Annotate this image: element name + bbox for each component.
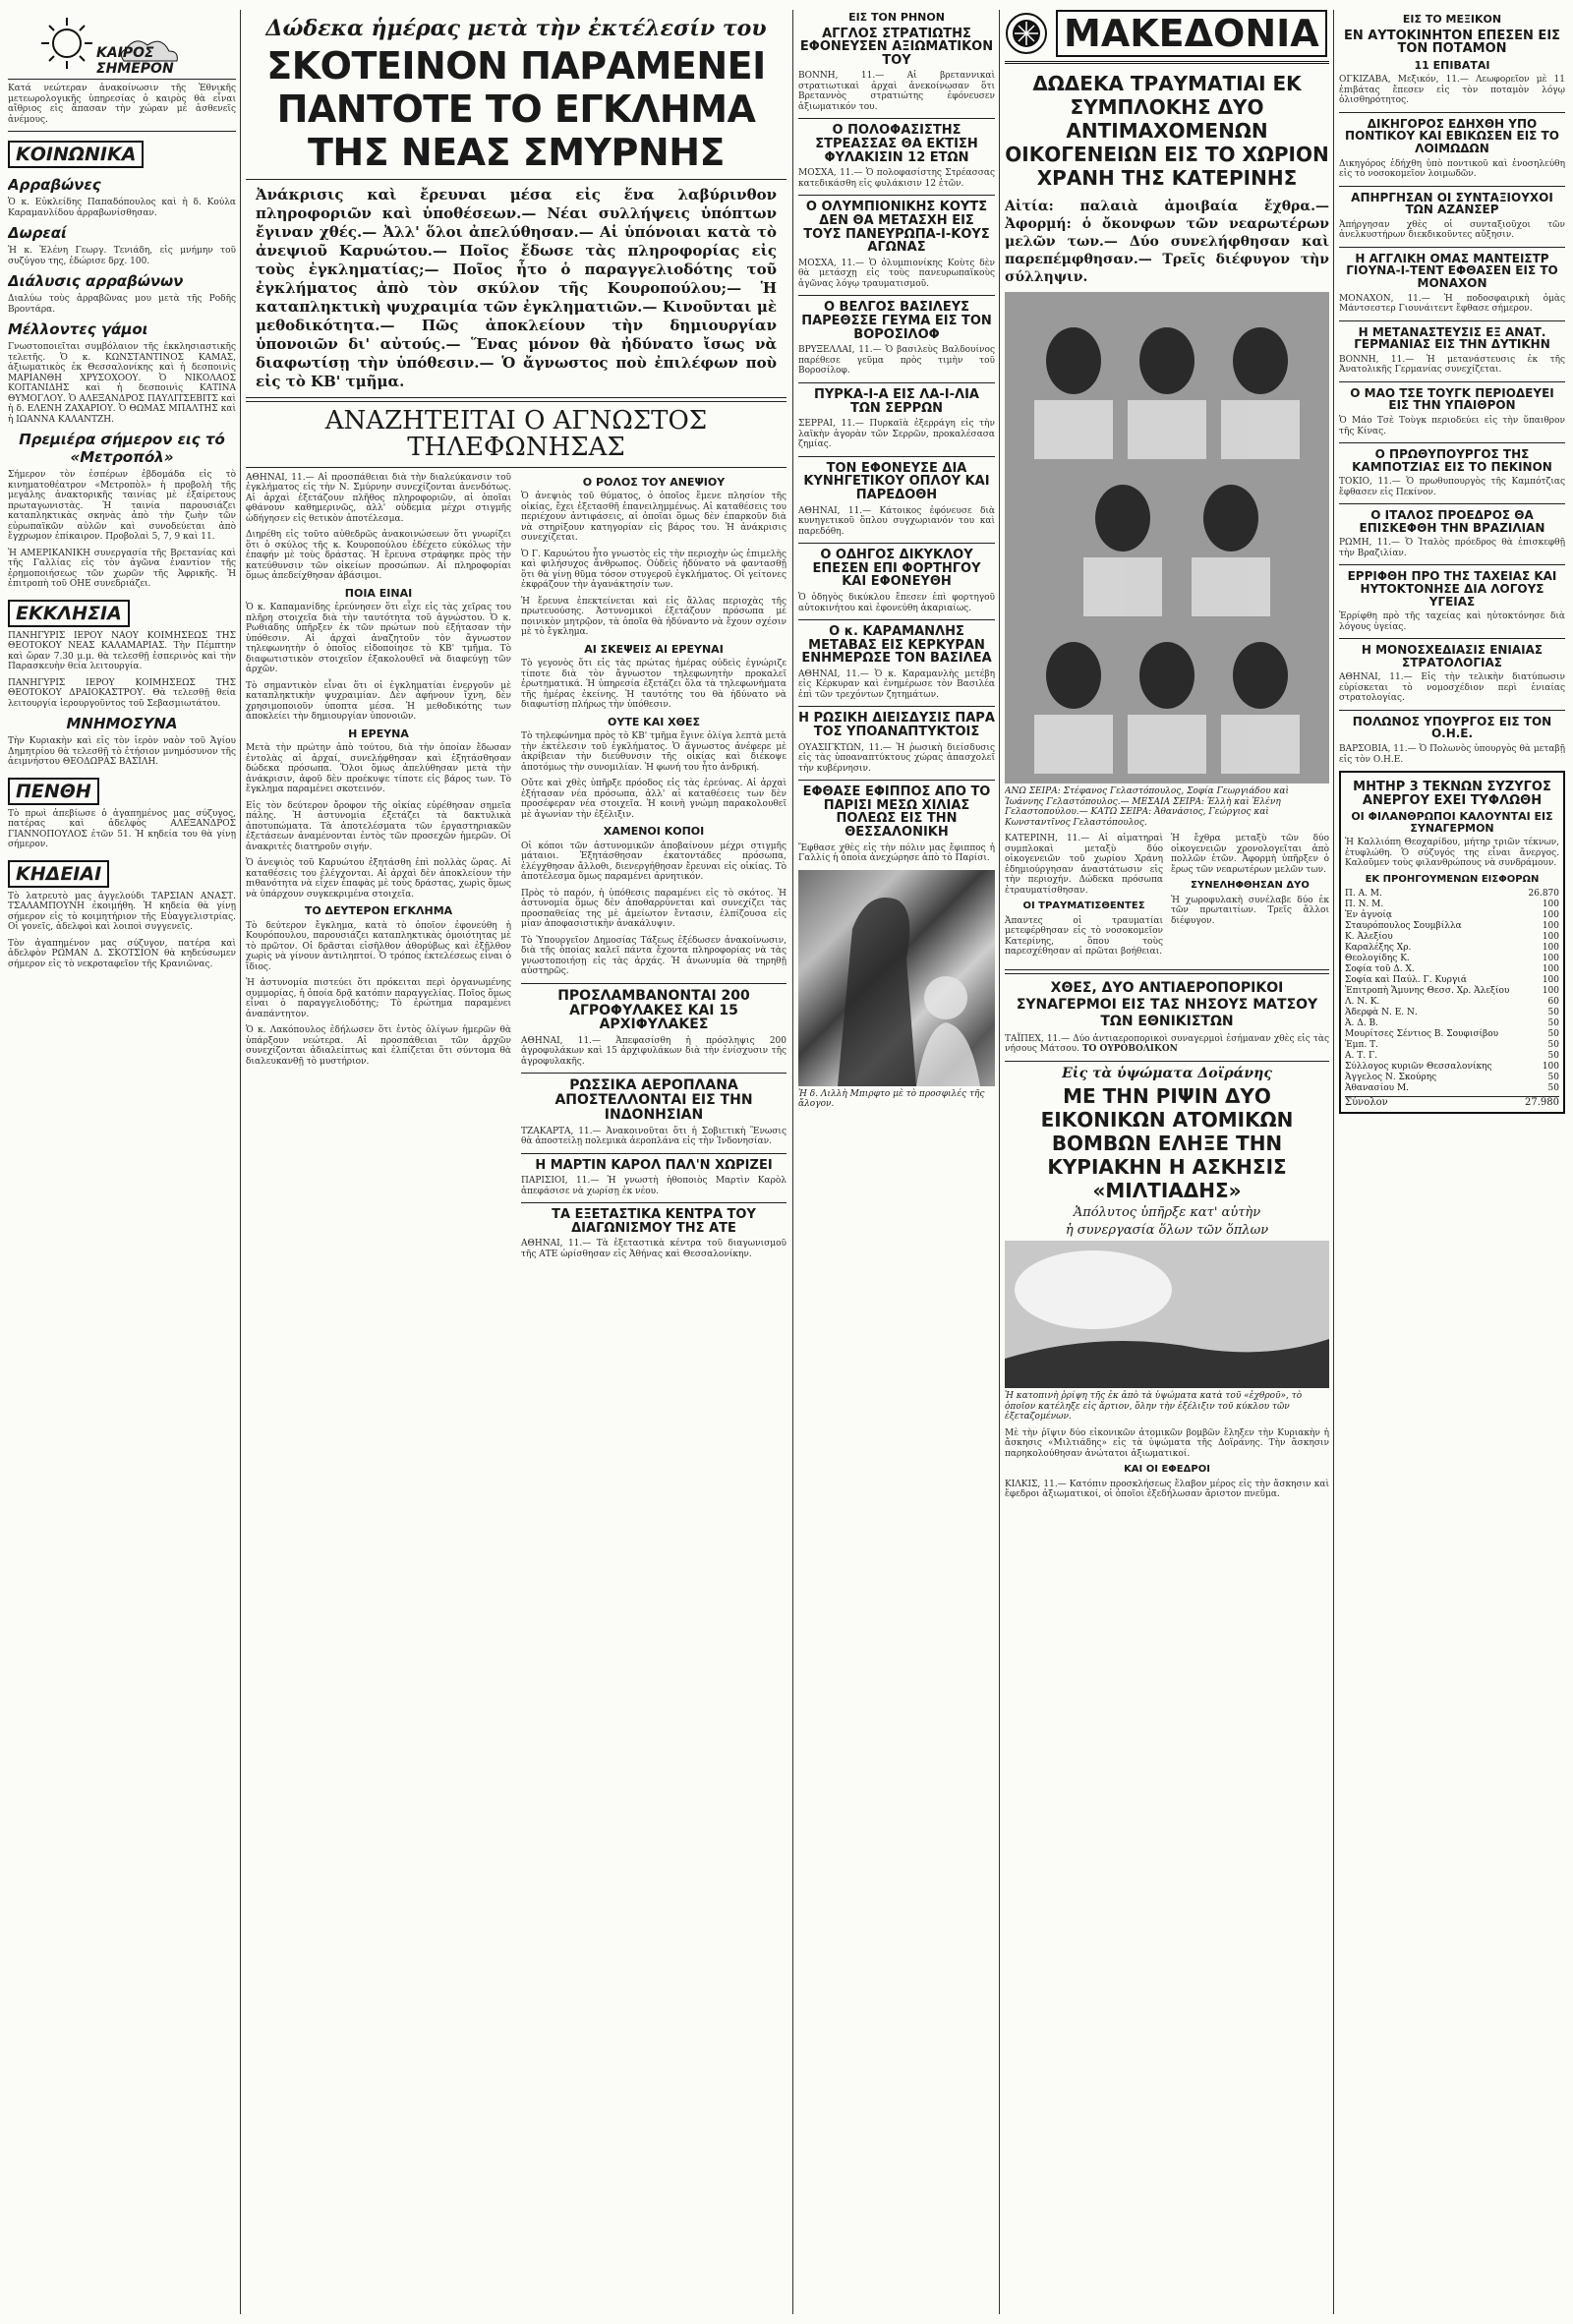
- donor-name: Λ. Ν. Κ.: [1345, 997, 1380, 1008]
- col4-item-9: ΕΦΘΑΣΕ ΕΦΙΠΠΟΣ ΑΠΟ ΤΟ ΠΑΡΙΣΙ ΜΕΣΩ ΧΙΛΙΑΣ ΠΟΛΕΩΣ ΕΙΣ ΤΗΝ ΘΕΣΣΑΛΟΝΙΚΗ: [802, 784, 991, 841]
- donor-name: Σταυρόπουλος Σουμβίλλα: [1345, 921, 1462, 932]
- donor-name: Ἐπιτροπὴ Ἄμυνης Θεσσ. Χρ. Ἀλεξίου: [1345, 986, 1510, 997]
- horse-caption: Ἡ δ. Λιλλὴ Μπιρφτο μὲ τὸ προσφιλές τῆς ἄλογον.: [798, 1088, 985, 1110]
- donation-row: [1345, 964, 1559, 975]
- masthead-title: ΜΑΚΕΔΟΝΙΑ: [1056, 10, 1327, 57]
- donor-name: Ἐμπ. Τ.: [1345, 1040, 1379, 1051]
- donation-row: [1345, 954, 1559, 964]
- main-sub-4: ΑΙ ΣΚΕΨΕΙΣ ΑΙ ΕΡΕΥΝΑΙ: [584, 642, 724, 656]
- main-sub-2: Η ΕΡΕΥΝΑ: [348, 726, 409, 740]
- col6-item-4: ΑΠΗΡΓΗΣΑΝ ΟΙ ΣΥΝΤΑΞΙΟΥΧΟΙ ΤΩΝ ΑΖΑΝΣΕΡ: [1351, 190, 1553, 217]
- donation-row: [1345, 1051, 1559, 1062]
- donation-amount: 100: [1542, 921, 1559, 932]
- section-ekklisia: ΕΚΚΛΗΣΙΑ: [8, 600, 130, 627]
- donation-amount: 60: [1547, 997, 1559, 1008]
- donation-amount: 100: [1542, 900, 1559, 910]
- section-doreai: Δωρεαί: [8, 224, 67, 242]
- col6-item-14: ΟΙ ΦΙΛΑΝΘΡΩΠΟΙ ΚΑΛΟΥΝΤΑΙ ΕΙΣ ΣΥΝΑΓΕΡΜΟΝ: [1351, 810, 1553, 835]
- donations-total-label: Σύνολον: [1345, 1097, 1388, 1109]
- donation-amount: 100: [1542, 975, 1559, 986]
- brief-ate: ΤΑ ΕΞΕΤΑΣΤΙΚΑ ΚΕΝΤΡΑ ΤΟΥ ΔΙΑΓΩΝΙΣΜΟΥ ΤΗΣ ΑΤΕ: [552, 1207, 756, 1236]
- main-sub-3: ΟΥΤΕ ΚΑΙ ΧΘΕΣ: [608, 715, 700, 728]
- col4-item-6: Ο ΟΔΗΓΟΣ ΔΙΚΥΚΛΟΥ ΕΠΕΣΕΝ ΕΠΙ ΦΟΡΤΗΓΟΥ ΚΑΙ ΕΦΟΝΕΥΘΗ: [812, 548, 981, 590]
- donor-name: Ἀθανασίου Μ.: [1345, 1083, 1410, 1094]
- donation-amount: 100: [1542, 910, 1559, 921]
- donor-name: Καραλέξης Χρ.: [1345, 943, 1412, 954]
- col6-item-9: Ο ΙΤΑΛΟΣ ΠΡΟΕΔΡΟΣ ΘΑ ΕΠΙΣΚΕΦΘΗ ΤΗΝ ΒΡΑΖΙΛΙΑΝ: [1359, 508, 1545, 535]
- main-sub-6: ΧΑΜΕΝΟΙ ΚΟΠΟΙ: [603, 825, 705, 839]
- appeal-box: ΜΗΤΗΡ 3 ΤΕΚΝΩΝ ΣΥΖΥΓΟΣ ΑΝΕΡΓΟΥ ΕΧΕΙ ΤΥΦΛΩΘΗ ΟΙ ΦΙΛΑΝΘΡΩΠΟΙ ΚΑΛΟΥΝΤΑΙ ΕΙΣ ΣΥΝΑΓΕΡΜΟΝ Ἡ Καλλιόπη Θεοχαρίδου, μήτηρ τριῶν τέκνων, ἐτυφλώθη. Ὁ σύζυγός της εἶναι ἄνεργος. Καλοῦμεν τοὺς φιλανθρώπους νὰ συνδράμουν. ΕΚ ΠΡΟΗΓΟΥΜΕΝΩΝ ΕΙΣΦΟΡΩΝ Π. Α. Μ. 26.870 Π. Ν. Μ. 100 Ἐν ἀγνοίᾳ 100 Σταυρόπουλος Σουμβίλλα 100 Κ. Ἀλεξίου 100 Καραλέξης Χρ. 100 Θεολογίδης Κ. 100 Σοφία τοῦ Δ. Χ. 100 Σοφία καὶ Παύλ. Γ. Κυργιά 100 Ἐπιτροπὴ Ἄμυνης Θεσσ. Χρ. Ἀλεξίου 100 Λ. Ν. Κ. 60 Ἀδερφὰ Ν. Ε. Ν. 50 Ἀ. Δ. Β. 50 Μουρίτσες Σέντιος Β. Σουφισίβου 50 Ἐμπ. Τ. 50 Α. Τ. Γ. 50 Σύλλογος κυριῶν Θεσσαλονίκης 100 Ἀγγελος Ν. Σκούρης 50 Ἀθανασίου Μ. 50 Σύνολον 27.980: [1339, 771, 1565, 1114]
- col4-header: ΕΙΣ ΤΟΝ ΡΗΝΟΝ: [848, 11, 945, 24]
- family-photo-caption: ΑΝΩ ΣΕΙΡΑ: Στέφανος Γελαστόπουλος, Σοφία Γεωργιάδου καὶ Ἰωάννης Γελαστόπουλος.— ΜΕΣΑΙΑ ΣΕΙΡΑ: Ἐλλὴ καὶ Ἐλένη Γελαστοπούλου.— ΚΑΤΩ ΣΕΙΡΑ: Ἀθανάσιος, Γεώργιος καὶ Κωνσταντῖνος Γελαστόπουλος.: [1005, 786, 1289, 828]
- donor-name: Κ. Ἀλεξίου: [1345, 932, 1393, 943]
- donation-row: [1345, 932, 1559, 943]
- weather-text: Κατά νεώτεραν ἀνακοίνωσιν τῆς Ἐθνικῆς μετεωρολογικῆς ὑπηρεσίας ὁ καιρὸς θὰ εἶναι αἴθριος εἰς ἅπασαν τὴν χώραν μὲ ἀσθενεῖς ἀνέμους.: [8, 84, 236, 125]
- donation-row: [1345, 910, 1559, 921]
- col6-item-7: Ο ΜΑΟ ΤΣΕ ΤΟΥΓΚ ΠΕΡΙΟΔΕΥΕΙ ΕΙΣ ΤΗΝ ΥΠΑΙΘΡΟΝ: [1350, 385, 1554, 413]
- weather-box: [8, 10, 236, 80]
- donation-amount: 100: [1542, 943, 1559, 954]
- donation-amount: 50: [1547, 1083, 1559, 1094]
- brief-martin-karol: Η ΜΑΡΤΙΝ ΚΑΡΟΛ ΠΑΛ'Ν ΧΩΡΙΖΕΙ: [535, 1157, 773, 1173]
- donor-name: Σοφία καὶ Παύλ. Γ. Κυργιά: [1345, 975, 1467, 986]
- donation-row: [1345, 1008, 1559, 1018]
- section-premiera: Πρεμιέρα σήμερον εις τό «Μετροπόλ»: [19, 431, 225, 466]
- col4-item-1: Ο ΠΟΛΟΦΑΣΙΣΤΗΣ ΣΤΡΕΑΣΣΑΣ ΘΑ ΕΚΤΙΣΗ ΦΥΛΑΚΙΣΙΝ 12 ΕΤΩΝ: [815, 123, 978, 165]
- donation-amount: 26.870: [1528, 889, 1559, 900]
- donation-amount: 50: [1547, 1029, 1559, 1040]
- section-arravones: Αρραβώνες: [8, 176, 101, 194]
- col4-item-3: Ο ΒΕΛΓΟΣ ΒΑΣΙΛΕΥΣ ΠΑΡΕΘΣΣΕ ΓΕΥΜΑ ΕΙΣ ΤΟΝ ΒΟΡΟΣΙΛΟΦ: [801, 300, 992, 342]
- col6-item-5: Η ΑΓΓΛΙΚΗ ΟΜΑΣ ΜΑΝΤΕΙΣΤΡ ΓΙΟΥΝΑ-Ι-ΤΕΝΤ ΕΦΘΑΣΕΝ ΕΙΣ ΤΟ ΜΟΝΑΧΟΝ: [1346, 251, 1558, 291]
- donations-table: [1345, 889, 1559, 1094]
- donor-name: Σύλλογος κυριῶν Θεσσαλονίκης: [1345, 1062, 1492, 1073]
- family-photo: [1005, 292, 1329, 784]
- horse-photo-drawing: [798, 870, 995, 1086]
- horse-photo: [798, 870, 995, 1086]
- donor-name: Ἐν ἀγνοίᾳ: [1345, 910, 1392, 921]
- main-kicker: Δώδεκα ἡμέρας μετὰ τὴν ἐκτέλεσίν του: [265, 16, 767, 41]
- main-subhead: ΑΝΑΖΗΤΕΙΤΑΙ Ο ΑΓΝΩΣΤΟΣ ΤΗΛΕΦΩΝΗΣΑΣ: [324, 406, 708, 463]
- section-dialysis: Διάλυσις αρραβώνων: [8, 272, 184, 290]
- donor-name: Σοφία τοῦ Δ. Χ.: [1345, 964, 1415, 975]
- makedonia-kicker3: Εἰς τὰ ὑψώματα Δοϊράνης: [1062, 1065, 1272, 1081]
- donation-amount: 100: [1542, 932, 1559, 943]
- donation-row: [1345, 1018, 1559, 1029]
- col4-item-4: ΠΥΡΚΑ-Ι-Α ΕΙΣ ΛΑ-Ι-ΛΙΑ ΤΩΝ ΣΕΡΡΩΝ: [813, 386, 979, 416]
- col6-item-1: ΕΝ ΑΥΤΟΚΙΝΗΤΟΝ ΕΠΕΣΕΝ ΕΙΣ ΤΟΝ ΠΟΤΑΜΟΝ: [1343, 28, 1561, 57]
- makedonia-head2: ΧΘΕΣ, ΔΥΟ ΑΝΤΙΑΕΡΟΠΟΡΙΚΟΙ ΣΥΝΑΓΕΡΜΟΙ ΕΙΣ ΤΑΣ ΝΗΣΟΥΣ ΜΑΤΣΟΥ ΤΩΝ ΕΘΝΙΚΙΣΤΩΝ: [1016, 979, 1318, 1029]
- donation-row: [1345, 986, 1559, 997]
- donation-row: [1345, 1029, 1559, 1040]
- makedonia-sub2: ΣΥΝΕΛΗΦΘΗΣΑΝ ΔΥΟ: [1191, 880, 1310, 891]
- brief-rossika: ΡΩΣΣΙΚΑ ΑΕΡΟΠΛΑΝΑ ΑΠΟΣΤΕΛΛΟΝΤΑΙ ΕΙΣ ΤΗΝ ΙΝΔΟΝΗΣΙΑΝ: [554, 1077, 753, 1123]
- main-col-left: ΑΘΗΝΑΙ, 11.— Αἱ προσπάθειαι διὰ τὴν διαλεύκανσιν τοῦ ἐγκλήματος εἰς τὴν Ν. Σμύρνην συνεχίζονται ἀνενδότως. Αἱ ἀρχαὶ ἐξετάζουν πλῆθος πληροφοριῶν, αἱ ὁποῖαι φθάνουν καθημερινῶς, ἀλλ' οὐδεμία μέχρι στιγμῆς ὡδήγησεν εἰς θετικὸν ἀποτέλεσμα. Διηρέθη εἰς τοῦτο αὐθεδρῶς ἀνακοινώσεων ὅτι γνωρίζει ὅτι ὁ σκύλος τῆς κ. Κουροπούλου ἐδέχετο εὐκόλως τὴν ἐπαφήν μὲ τοὺς δράστας. Ἡ ἔρευνα στράφηκε πρὸς τὴν κατεύθυνσιν τῶν οἰκείων προσώπων. Αἱ πληροφορίαι ὅμως ἀπεδείχθησαν ἀβάσιμοι. ΠΟΙΑ ΕΙΝΑΙ Ὁ κ. Καπαμανίδης ἐρεύνησεν ὅτι εἶχε εἰς τὰς χεῖρας του πλῆρη στοιχεῖα διὰ τὴν ταυτότητα τοῦ ἀγνώστου. Ὁ κ. Ρωθιάδης ὑπῆρξεν ἐκ τῶν πρώτων ποὺ ἐξήτασαν τὴν ὑπόθεσιν. Αἱ ἀρχαὶ ἀναζητοῦν τὸν ἄγνωστον τηλεφωνητὴν ὁ ὁποῖος εἰδοποίησε τὸ ΚΒ' τμῆμα. Τὸ διαφωτιστικὸν στοιχεῖον ἐξακολουθεῖ νὰ διαφεύγῃ τῶν ἀρχῶν. Τὸ σημαντικὸν εἶναι ὅτι οἱ ἐγκληματίαι ἐνεργοῦν μὲ καταπληκτικὴν ψυχραιμίαν. Δὲν ἀφήνουν ἴχνη, δὲν χρησιμοποιοῦν ὑποπτα μέσα. Ἡ μεθοδικότης των ἀποκλείει τὴν δημιουργίαν ὑπονοιῶν. Η ΕΡΕΥΝΑ Μετὰ τὴν πρώτην ἀπὸ τούτου, διὰ τὴν ὁποίαν ἔδωσαν ἐντολὰς αἱ ἀρχαί, συνελήφθησαν καὶ ἐξητάσθησαν δώδεκα πρόσωπα. Ὅλοι ὅμως ἀπελύθησαν μετὰ τὴν ἀνάκρισιν, ἀφοῦ δὲν προέκυψε τίποτε εἰς βάρος των. Τὸ ἔγκλημα παραμένει σκοτεινόν. Εἰς τὸν δεύτερον ὄροφον τῆς οἰκίας εὑρέθησαν σημεῖα πάλης. Ἡ ἀστυνομία ἐξετάζει τὰ δακτυλικὰ ἀποτυπώματα. Τὰ ἀποτελέσματα τῶν ἐργαστηριακῶν ἐξετάσεων ἀναμένονται ἐντὸς τῶν προσεχῶν ἡμερῶν. Οἱ ἀνακριτὲς διατηροῦν σιγήν. Ὁ ἀνεψιὸς τοῦ Καρυώτου ἐξητάσθη ἐπὶ πολλὰς ὥρας. Αἱ καταθέσεις του ἐλέγχονται. Αἱ ἀρχαὶ δὲν ἀποκλείουν τὴν πιθανότητα νὰ εἶχεν ἐπαφὰς μὲ τοὺς δράστας, χωρὶς ὅμως νὰ ὑπάρχουν συγκεκριμένα στοιχεῖα. ΤΟ ΔΕΥΤΕΡΟΝ ΕΓΚΛΗΜΑ Τὸ δεύτερον ἔγκλημα, κατὰ τὸ ὁποῖον ἐφονεύθη ἡ Κουρόπουλου, παρουσιάζει καταπληκτικὰς ὁμοιότητας μὲ τὸ πρῶτον. Οἱ δρᾶσται εἰσῆλθον ἀθορύβως καὶ ἐξῆλθον χωρὶς νὰ γίνουν ἀντιληπτοί. Ὁ τρόπος ἐκτελέσεως εἶναι ὁ ἴδιος. Ἡ ἀστυνομία πιστεύει ὅτι πρόκειται περὶ ὀργανωμένης συμμορίας, ἡ ὁποία δρᾷ κατόπιν παραγγελίας. Ποῖος ὅμως εἶναι ὁ παραγγελιοδότης; Τὸ ἐρώτημα παραμένει ἀναπάντητον. Ὁ κ. Λακόπουλος ἐδήλωσεν ὅτι ἐντὸς ὀλίγων ἡμερῶν θὰ ὑπάρξουν νεώτερα. Αἱ προσπάθειαι τῶν ἀρχῶν συνεχίζονται ἀδιαλείπτως καὶ ἐλπίζεται ὅτι σύντομα θὰ διαλευκανθῇ τὸ μυστήριον.: [246, 472, 512, 1067]
- donation-amount: 100: [1542, 964, 1559, 975]
- column-news: ΕΙΣ ΤΟΝ ΡΗΝΟΝ ΑΓΓΛΟΣ ΣΤΡΑΤΙΩΤΗΣ ΕΦΟΝΕΥΣΕΝ ΑΞΙΩΜΑΤΙΚΟΝ ΤΟΥ ΒΟΝΝΗ, 11.— Αἱ βρεταννικαὶ στρατιωτικαὶ ἀρχαὶ ἀνεκοίνωσαν ὅτι Βρεταννὸς στρατιώτης ἐφόνευσεν ἀξιωματικόν του. Ο ΠΟΛΟΦΑΣΙΣΤΗΣ ΣΤΡΕΑΣΣΑΣ ΘΑ ΕΚΤΙΣΗ ΦΥΛΑΚΙΣΙΝ 12 ΕΤΩΝ ΜΟΣΧΑ, 11.— Ὁ πολοφασίστης Στρέασσας κατεδικάσθη εἰς φυλάκισιν 12 ἐτῶν. Ο ΟΛΥΜΠΙΟΝΙΚΗΣ ΚΟΥΤΣ ΔΕΝ ΘΑ ΜΕΤΑΣΧΗ ΕΙΣ ΤΟΥΣ ΠΑΝΕΥΡΩΠΑ-Ι-ΚΟΥΣ ΑΓΩΝΑΣ ΜΟΣΧΑ, 11.— Ὁ ὀλυμπιονίκης Κοὺτς δὲν θὰ μετάσχῃ εἰς τοὺς πανευρωπαϊκοὺς ἀγῶνας λόγῳ τραυματισμοῦ. Ο ΒΕΛΓΟΣ ΒΑΣΙΛΕΥΣ ΠΑΡΕΘΣΣΕ ΓΕΥΜΑ ΕΙΣ ΤΟΝ ΒΟΡΟΣΙΛΟΦ ΒΡΥΞΕΛΛΑΙ, 11.— Ὁ βασιλεὺς Βαλδουίνος παρέθεσε γεῦμα πρὸς τιμὴν τοῦ Βοροσίλοφ. ΠΥΡΚΑ-Ι-Α ΕΙΣ ΛΑ-Ι-ΛΙΑ ΤΩΝ ΣΕΡΡΩΝ ΣΕΡΡΑΙ, 11.— Πυρκαϊὰ ἐξερράγη εἰς τὴν λαϊκὴν ἀγορὰν τῶν Σερρῶν, προκαλέσασα ζημίας. ΤΟΝ ΕΦΟΝΕΥΣΕ ΔΙΑ ΚΥΝΗΓΕΤΙΚΟΥ ΟΠΛΟΥ ΚΑΙ ΠΑΡΕΔΟΘΗ ΑΘΗΝΑΙ, 11.— Κάτοικος ἐφόνευσε διὰ κυνηγετικοῦ ὅπλου συγχωριανόν του καὶ παρεδόθη. Ο ΟΔΗΓΟΣ ΔΙΚΥΚΛΟΥ ΕΠΕΣΕΝ ΕΠΙ ΦΟΡΤΗΓΟΥ ΚΑΙ ΕΦΟΝΕΥΘΗ Ὁ ὁδηγὸς δικύκλου ἔπεσεν ἐπὶ φορτηγοῦ αὐτοκινήτου καὶ ἐφονεύθη ἀκαριαίως. Ο κ. ΚΑΡΑΜΑΝΛΗΣ ΜΕΤΑΒΑΣ ΕΙΣ ΚΕΡΚΥΡΑΝ ΕΝΗΜΕΡΩΣΕ ΤΟΝ ΒΑΣΙΛΕΑ ΑΘΗΝΑΙ, 11.— Ὁ κ. Καραμανλὴς μετέβη εἰς Κέρκυραν καὶ ἐνημέρωσε τὸν Βασιλέα ἐπὶ τῶν τρεχόντων ζητημάτων. Η ΡΩΣΙΚΗ ΔΙΕΙΣΔΥΣΙΣ ΠΑΡΑ ΤΟΣ ΥΠΟΑΝΑΠΤΥΚΤΟΙΣ ΟΥΑΣΙΓΚΤΩΝ, 11.— Ἡ ῥωσικὴ διείσδυσις εἰς τὰς ὑποαναπτύκτους χώρας ἀπασχολεῖ τὴν κυβέρνησιν. ΕΦΘΑΣΕ ΕΦΙΠΠΟΣ ΑΠΟ ΤΟ ΠΑΡΙΣΙ ΜΕΣΩ ΧΙΛΙΑΣ ΠΟΛΕΩΣ ΕΙΣ ΤΗΝ ΘΕΣΣΑΛΟΝΙΚΗ Ἔφθασε χθὲς εἰς τὴν πόλιν μας ἔφιππος ἡ Γαλλίς ἡ ὁποία ἀνεχώρησε ἀπὸ τὸ Παρίσι. Ἡ δ. Λιλλὴ Μπιρφτο μὲ τὸ προσφιλές τῆς ἄλογον.: [798, 11, 995, 1110]
- makedonia-sub1: ΟΙ ΤΡΑΥΜΑΤΙΣΘΕΝΤΕΣ: [1022, 901, 1145, 911]
- donations-total: 27.980: [1525, 1097, 1559, 1109]
- col6-item-11: Η ΜΟΝΟΣΧΕΔΙΑΣΙΣ ΕΝΙΑΙΑΣ ΣΤΡΑΤΟΛΟΓΙΑΣ: [1361, 643, 1544, 669]
- section-penthi: ΠΕΝΘΗ: [8, 778, 99, 805]
- col4-item-0: ΑΓΓΛΟΣ ΣΤΡΑΤΙΩΤΗΣ ΕΦΟΝΕΥΣΕΝ ΑΞΙΩΜΑΤΙΚΟΝ ΤΟΥ: [799, 26, 994, 68]
- makedonia-sub4: ΚΑΙ ΟΙ ΕΦΕΔΡΟΙ: [1124, 1464, 1210, 1476]
- main-sub-0: Ο ΡΟΛΟΣ ΤΟΥ ΑΝΕΨΙΟΥ: [582, 475, 726, 489]
- donation-amount: 100: [1542, 1062, 1559, 1073]
- makedonia-sub3: ΤΟ ΟΥΡΟΒΟΛΙΚΟΝ: [1081, 1044, 1178, 1054]
- exercise-photo-drawing: [1005, 1241, 1329, 1388]
- section-mellontes-gamoi: Μέλλοντες γάμοι: [8, 320, 148, 338]
- col6-item-3: ΔΙΚΗΓΟΡΟΣ ΕΔΗΧΘΗ ΥΠΟ ΠΟΝΤΙΚΟΥ ΚΑΙ ΕΒΙΚΩΣΕΝ ΕΙΣ ΤΟ ΛΟΙΜΩΔΩΝ: [1345, 116, 1559, 156]
- col6-item-0: ΕΙΣ ΤΟ ΜΕΞΙΚΟΝ: [1402, 13, 1502, 26]
- brief-agrofylakes: ΠΡΟΣΛΑΜΒΑΝΟΝΤΑΙ 200 ΑΓΡΟΦΥΛΑΚΕΣ ΚΑΙ 15 ΑΡΧΙΦΥΛΑΚΕΣ: [557, 987, 750, 1033]
- section-mnimosyna: ΜΝΗΜΟΣΥΝΑ: [66, 715, 178, 732]
- donor-name: Ἀ. Δ. Β.: [1345, 1018, 1378, 1029]
- exercise-caption: Ἡ κατοπινὴ ῥρίψη τῆς ἐκ ἀπὸ τὰ ὑψώματα κατὰ τοῦ «ἐχθροῦ», τὸ ὁποῖον κατέληξε εἰς ἄρτιον, ὅλην τὴν ἐξέλιξιν τοῦ κύκλου τῶν ἐξεταζομένων.: [1005, 1391, 1303, 1423]
- donor-name: Π. Ν. Μ.: [1345, 900, 1384, 910]
- col4-item-8: Η ΡΩΣΙΚΗ ΔΙΕΙΣΔΥΣΙΣ ΠΑΡΑ ΤΟΣ ΥΠΟΑΝΑΠΤΥΚΤΟΙΣ: [798, 711, 995, 740]
- section-kideiai: ΚΗΔΕΙΑΙ: [8, 860, 109, 888]
- col4-item-2: Ο ΟΛΥΜΠΙΟΝΙΚΗΣ ΚΟΥΤΣ ΔΕΝ ΘΑ ΜΕΤΑΣΧΗ ΕΙΣ ΤΟΥΣ ΠΑΝΕΥΡΩΠΑ-Ι-ΚΟΥΣ ΑΓΩΝΑΣ: [803, 200, 990, 256]
- donation-amount: 100: [1542, 986, 1559, 997]
- donation-row: [1345, 889, 1559, 900]
- makedonia-lead: ΔΩΔΕΚΑ ΤΡΑΥΜΑΤΙΑΙ ΕΚ ΣΥΜΠΛΟΚΗΣ ΔΥΟ ΑΝΤΙΜΑΧΟΜΕΝΩΝ ΟΙΚΟΓΕΝΕΙΩΝ ΕΙΣ ΤΟ ΧΩΡΙΟΝ ΧΡΑΝΗ ΤΗΣ ΚΑΤΕΡΙΝΗΣ: [1005, 72, 1329, 190]
- donation-amount: 50: [1547, 1073, 1559, 1083]
- donation-row: [1345, 943, 1559, 954]
- donor-name: Ἀδερφὰ Ν. Ε. Ν.: [1345, 1008, 1418, 1018]
- donation-row: [1345, 997, 1559, 1008]
- donation-amount: 50: [1547, 1051, 1559, 1062]
- masthead: [1005, 10, 1329, 64]
- donations-title: ΕΚ ΠΡΟΗΓΟΥΜΕΝΩΝ ΕΙΣΦΟΡΩΝ: [1365, 873, 1540, 885]
- column-main-story: [246, 10, 786, 2314]
- makedonia-deck: Αἰτία: παλαιὰ ἀμοιβαία ἔχθρα.— Ἀφορμή: ὁ ὄκονφων τῶν νεαρωτέρων μελῶν των.— Δύο συνελήφθησαν καὶ παρεπέμφθησαν.— Τρεῖς διέφυγον τὴν σύλληψιν.: [1005, 199, 1329, 285]
- donation-amount: 50: [1547, 1040, 1559, 1051]
- main-sub-1: ΠΟΙΑ ΕΙΝΑΙ: [344, 586, 413, 600]
- donor-name: Θεολογίδης Κ.: [1345, 954, 1410, 964]
- donation-row: [1345, 921, 1559, 932]
- donor-name: Π. Α. Μ.: [1345, 889, 1382, 900]
- family-photo-drawing: [1005, 292, 1329, 784]
- col4-item-5: ΤΟΝ ΕΦΟΝΕΥΣΕ ΔΙΑ ΚΥΝΗΓΕΤΙΚΟΥ ΟΠΛΟΥ ΚΑΙ ΠΑΡΕΔΟΘΗ: [803, 460, 990, 502]
- column-world: ΕΙΣ ΤΟ ΜΕΞΙΚΟΝ ΕΝ ΑΥΤΟΚΙΝΗΤΟΝ ΕΠΕΣΕΝ ΕΙΣ ΤΟΝ ΠΟΤΑΜΟΝ 11 ΕΠΙΒΑΤΑΙ ΟΓΚΙΖΑΒΑ, Μεξικόν, 11.— Λεωφορεῖον μὲ 11 ἐπιβάτας ἔπεσεν εἰς τὸν ποταμὸν λόγῳ ὀλισθηρότητος. ΔΙΚΗΓΟΡΟΣ ΕΔΗΧΘΗ ΥΠΟ ΠΟΝΤΙΚΟΥ ΚΑΙ ΕΒΙΚΩΣΕΝ ΕΙΣ ΤΟ ΛΟΙΜΩΔΩΝ Δικηγόρος ἐδήχθη ὑπὸ ποντικοῦ καὶ ἐνοσηλεύθη εἰς τὸ νοσοκομεῖον λοιμωδῶν. ΑΠΗΡΓΗΣΑΝ ΟΙ ΣΥΝΤΑΞΙΟΥΧΟΙ ΤΩΝ ΑΖΑΝΣΕΡ Ἀπήργησαν χθὲς οἱ συνταξιοῦχοι τῶν ἀνελκυστήρων διεκδικοῦντες αὔξησιν. Η ΑΓΓΛΙΚΗ ΟΜΑΣ ΜΑΝΤΕΙΣΤΡ ΓΙΟΥΝΑ-Ι-ΤΕΝΤ ΕΦΘΑΣΕΝ ΕΙΣ ΤΟ ΜΟΝΑΧΟΝ ΜΟΝΑΧΟΝ, 11.— Ἡ ποδοσφαιρικὴ ὁμὰς Μάντσεστερ Γιουνάιτεντ ἔφθασε σήμερον. Η ΜΕΤΑΝΑΣΤΕΥΣΙΣ ΕΞ ΑΝΑΤ. ΓΕΡΜΑΝΙΑΣ ΕΙΣ ΤΗΝ ΔΥΤΙΚΗΝ ΒΟΝΝΗ, 11.— Ἡ μετανάστευσις ἐκ τῆς Ἀνατολικῆς Γερμανίας συνεχίζεται. Ο ΜΑΟ ΤΣΕ ΤΟΥΓΚ ΠΕΡΙΟΔΕΥΕΙ ΕΙΣ ΤΗΝ ΥΠΑΙΘΡΟΝ Ὁ Μάο Τσὲ Τοὺγκ περιοδεύει εἰς τὴν ὕπαιθρον τῆς Κίνας. Ο ΠΡΩΘΥΠΟΥΡΓΟΣ ΤΗΣ ΚΑΜΠΟΤΖΙΑΣ ΕΙΣ ΤΟ ΠΕΚΙΝΟΝ ΤΟΚΙΟ, 11.— Ὁ πρωθυπουργὸς τῆς Καμπότζιας ἔφθασεν εἰς Πεκίνον. Ο ΙΤΑΛΟΣ ΠΡΟΕΔΡΟΣ ΘΑ ΕΠΙΣΚΕΦΘΗ ΤΗΝ ΒΡΑΖΙΛΙΑΝ ΡΩΜΗ, 11.— Ὁ Ἰταλὸς πρόεδρος θὰ ἐπισκεφθῇ τὴν Βραζιλίαν. ΕΡΡΙΦΘΗ ΠΡΟ ΤΗΣ ΤΑΧΕΙΑΣ ΚΑΙ ΗΥΤΟΚΤΟΝΗΣΕ ΔΙΑ ΛΟΓΟΥΣ ΥΓΕΙΑΣ Ἐρρίφθη πρὸ τῆς ταχείας καὶ ηὐτοκτόνησε διὰ λόγους ὑγείας. Η ΜΟΝΟΣΧΕΔΙΑΣΙΣ ΕΝΙΑΙΑΣ ΣΤΡΑΤΟΛΟΓΙΑΣ ΑΘΗΝΑΙ, 11.— Εἰς τὴν τελικὴν διατύπωσιν εὑρίσκεται τὸ νομοσχέδιον περὶ ἑνιαίας στρατολογίας. ΠΟΛΩΝΟΣ ΥΠΟΥΡΓΟΣ ΕΙΣ ΤΟΝ Ο.Η.Ε. ΒΑΡΣΟΒΙΑ, 11.— Ὁ Πολωνὸς ὑπουργὸς θὰ μεταβῇ εἰς τὸν Ο.Η.Ε. ΜΗΤΗΡ 3 ΤΕΚΝΩΝ ΣΥΖΥΓΟΣ ΑΝΕΡΓΟΥ ΕΧΕΙ ΤΥΦΛΩΘΗ ΟΙ ΦΙΛΑΝΘΡΩΠΟΙ ΚΑΛΟΥΝΤΑΙ ΕΙΣ ΣΥΝΑΓΕΡΜΟΝ Ἡ Καλλιόπη Θεοχαρίδου, μήτηρ τριῶν τέκνων, ἐτυφλώθη. Ὁ σύζυγός της εἶναι ἄνεργος. Καλοῦμεν τοὺς φιλανθρώπους νὰ συνδράμουν. ΕΚ ΠΡΟΗΓΟΥΜΕΝΩΝ ΕΙΣΦΟΡΩΝ Π. Α. Μ. 26.870 Π. Ν. Μ. 100 Ἐν ἀγνοίᾳ 100 Σταυρόπουλος Σουμβίλλα 100 Κ. Ἀλεξίου 100 Καραλέξης Χρ. 100 Θεολογίδης Κ. 100 Σοφία τοῦ Δ. Χ. 100 Σοφία καὶ Παύλ. Γ. Κυργιά 100 Ἐπιτροπὴ Ἄμυνης Θεσσ. Χρ. Ἀλεξίου 100 Λ. Ν. Κ. 60 Ἀδερφὰ Ν. Ε. Ν. 50 Ἀ. Δ. Β. 50 Μουρίτσες Σέντιος Β. Σουφισίβου 50 Ἐμπ. Τ. 50 Α. Τ. Γ. 50 Σύλλογος κυριῶν Θεσσαλονίκης 100 Ἀγγελος Ν. Σκούρης 50 Ἀθανασίου Μ. 50 Σύνολον 27.980: [1339, 10, 1565, 2314]
- donation-row: [1345, 975, 1559, 986]
- main-headline: ΣΚΟΤΕΙΝΟΝ ΠΑΡΑΜΕΝΕΙ ΠΑΝΤΟΤΕ ΤΟ ΕΓΚΛΗΜΑ ΤΗΣ ΝΕΑΣ ΣΜΥΡΝΗΣ: [266, 44, 766, 175]
- donor-name: Ἀγγελος Ν. Σκούρης: [1345, 1073, 1437, 1083]
- col6-item-13: ΜΗΤΗΡ 3 ΤΕΚΝΩΝ ΣΥΖΥΓΟΣ ΑΝΕΡΓΟΥ ΕΧΕΙ ΤΥΦΛΩΘΗ: [1353, 780, 1551, 808]
- col4-item-7: Ο κ. ΚΑΡΑΜΑΝΛΗΣ ΜΕΤΑΒΑΣ ΕΙΣ ΚΕΡΚΥΡΑΝ ΕΝΗΜΕΡΩΣΕ ΤΟΝ ΒΑΣΙΛΕΑ: [801, 624, 992, 667]
- col6-item-6: Η ΜΕΤΑΝΑΣΤΕΥΣΙΣ ΕΞ ΑΝΑΤ. ΓΕΡΜΑΝΙΑΣ ΕΙΣ ΤΗΝ ΔΥΤΙΚΗΝ: [1354, 324, 1550, 352]
- col6-item-10: ΕΡΡΙΦΘΗ ΠΡΟ ΤΗΣ ΤΑΧΕΙΑΣ ΚΑΙ ΗΥΤΟΚΤΟΝΗΣΕ ΔΙΑ ΛΟΓΟΥΣ ΥΓΕΙΑΣ: [1347, 569, 1557, 609]
- donor-name: Μουρίτσες Σέντιος Β. Σουφισίβου: [1345, 1029, 1499, 1040]
- donation-row: [1345, 900, 1559, 910]
- weather-title: ΚΑΙΡΟΣ ΣΗΜΕΡΟΝ: [96, 45, 174, 77]
- main-col-right: Ο ΡΟΛΟΣ ΤΟΥ ΑΝΕΨΙΟΥ Ὁ ἀνεψιὸς τοῦ θύματος, ὁ ὁποῖος ἔμενε πλησίον τῆς οἰκίας, ἔχει ἐξετασθῆ ἐπανειλημμένως. Αἱ καταθέσεις του περιέχουν ἀντιφάσεις, αἱ ὁποῖαι ὅμως δὲν ἐπαρκοῦν διὰ νὰ στηρίξουν κατηγορίαν εἰς βάρος του. Ἡ ἀνάκρισις συνεχίζεται. Ὁ Γ. Καρυώτου ἦτο γνωστὸς εἰς τὴν περιοχὴν ὡς ἐπιμελὴς καὶ φιλήσυχος ἄνθρωπος. Οὐδεὶς ἠδύνατο νὰ φαντασθῇ ὅτι θὰ γίνῃ θῦμα τόσον στυγεροῦ ἐγκλήματος. Οἱ γείτονες ἐκφράζουν τὴν ἀγανάκτησίν των. Ἡ ἔρευνα ἐπεκτείνεται καὶ εἰς ἄλλας περιοχὰς τῆς πρωτευούσης. Ἀστυνομικοὶ ἐξετάζουν πρόσωπα μὲ ποινικὸν μητρῷον, τὰ ὁποῖα θὰ ἠδύναντο νὰ ἔχουν σχέσιν μὲ τὸ ἔγκλημα. ΑΙ ΣΚΕΨΕΙΣ ΑΙ ΕΡΕΥΝΑΙ Τὸ γεγονὸς ὅτι εἰς τὰς πρώτας ἡμέρας οὐδεὶς ἐγνώριζε τίποτε διὰ τὸν ἄγνωστον τηλεφωνητὴν προκαλεῖ ἐρωτηματικά. Ἡ ὑπηρεσία ἐξετάζει ὅλα τὰ τηλεφωνήματα τῆς ἡμέρας ἐκείνης. Ἡ ταυτότης του θὰ ἠδύνατο νὰ διαφωτίσῃ πλήρως τὴν ὑπόθεσιν. ΟΥΤΕ ΚΑΙ ΧΘΕΣ Τὸ τηλεφώνημα πρὸς τὸ ΚΒ' τμῆμα ἔγινε ὀλίγα λεπτὰ μετὰ τὴν ἐκτέλεσιν τοῦ ἐγκλήματος. Ὁ ἄγνωστος ἀνέφερε μὲ ἀκρίβειαν τὴν διεύθυνσιν τῆς οἰκίας καὶ διέκοψε ἀποτόμως τὴν συνομιλίαν. Ἡ φωνή του ἦτο ἀνδρική. Οὔτε καὶ χθὲς ὑπῆρξε πρόοδος εἰς τὰς ἐρεύνας. Αἱ ἀρχαὶ ἐξήτασαν νέα πρόσωπα, ἀλλ' αἱ καταθέσεις των δὲν προσέφεραν νέα στοιχεῖα. Ἡ κοινὴ γνώμη παρακολουθεῖ μὲ ἀγωνίαν τὴν ἐξέλιξιν. ΧΑΜΕΝΟΙ ΚΟΠΟΙ Οἱ κόποι τῶν ἀστυνομικῶν ἀποβαίνουν μέχρι στιγμῆς μάταιοι. Ἐξητάσθησαν ἑκατοντάδες πρόσωπα, ἐλέγχθησαν ἄλλοθι, διενεργήθησαν ἔρευναι εἰς οἰκίας. Τὸ ἀποτέλεσμα ὅμως παραμένει ἀρνητικόν. Πρὸς τὸ παρόν, ἡ ὑπόθεσις παραμένει εἰς τὸ σκότος. Ἡ ἀστυνομία ὅμως δὲν ἀποθαρρύνεται καὶ συνεχίζει τὰς προσπαθείας της μὲ ἀμείωτον ἔντασιν, ἐλπίζουσα εἰς μίαν ἀποφασιστικὴν ἀνακάλυψιν. Τὸ Ὑπουργεῖον Δημοσίας Τάξεως ἐξέδωσεν ἀνακοίνωσιν, διὰ τῆς ὁποίας καλεῖ πάντα ἔχοντα πληροφορίας νὰ τὰς γνωστοποιήσῃ εἰς τὰς ἀρχάς. Ἡ ἀνωνυμία θὰ τηρηθῇ αὐστηρῶς. ΠΡΟΣΛΑΜΒΑΝΟΝΤΑΙ 200 ΑΓΡΟΦΥΛΑΚΕΣ ΚΑΙ 15 ΑΡΧΙΦΥΛΑΚΕΣ ΑΘΗΝΑΙ, 11.— Ἀπεφασίσθη ἡ πρόσληψις 200 ἀγροφυλάκων καὶ 15 ἀρχιφυλάκων διὰ τὴν ἐνίσχυσιν τῆς ἀγροφυλακῆς. ΡΩΣΣΙΚΑ ΑΕΡΟΠΛΑΝΑ ΑΠΟΣΤΕΛΛΟΝΤΑΙ ΕΙΣ ΤΗΝ ΙΝΔΟΝΗΣΙΑΝ ΤΖΑΚΑΡΤΑ, 11.— Ἀνακοινοῦται ὅτι ἡ Σοβιετικὴ Ἕνωσις θὰ ἀποστείλῃ πολεμικὰ ἀεροπλάνα εἰς τὴν Ἰνδονησίαν. Η ΜΑΡΤΙΝ ΚΑΡΟΛ ΠΑΛ'Ν ΧΩΡΙΖΕΙ ΠΑΡΙΣΙΟΙ, 11.— Ἡ γνωστὴ ἠθοποιὸς Μαρτὶν Καρὸλ ἀπεφάσισε νὰ χωρίσῃ ἐκ νέου. ΤΑ ΕΞΕΤΑΣΤΙΚΑ ΚΕΝΤΡΑ ΤΟΥ ΔΙΑΓΩΝΙΣΜΟΥ ΤΗΣ ΑΤΕ ΑΘΗΝΑΙ, 11.— Τὰ ἐξεταστικὰ κέντρα τοῦ διαγωνισμοῦ τῆς ΑΤΕ ὡρίσθησαν εἰς Ἀθήνας καὶ Θεσσαλονίκην.: [521, 475, 786, 1259]
- column-social: ΚΑΙΡΟΣ ΣΗΜΕΡΟΝ Κατά νεώτεραν ἀνακοίνωσιν τῆς Ἐθνικῆς μετεωρολογικῆς ὑπηρεσίας ὁ καιρὸς θὰ εἶναι αἴθριος εἰς ἅπασαν τὴν χώραν μὲ ἀσθενεῖς ἀνέμους. ΚΟΙΝΩΝΙΚΑ Αρραβώνες Ὁ κ. Εὐκλείδης Παπαδόπουλος καὶ ἡ δ. Κούλα Καραμανλίδου ἀρραβωνίσθησαν. Δωρεαί Ἡ κ. Ἑλένη Γεωργ. Τενιάδη, εἰς μνήμην τοῦ συζύγου της, ἐδώρισε δρχ. 100. Διάλυσις αρραβώνων Διαλύω τοὺς ἀρραβῶνας μου μετὰ τῆς Ροδῆς Βροντάρα. Μέλλοντες γάμοι Γνωστοποιεῖται συμβόλαιον τῆς ἐκκλησιαστικῆς τελετῆς. Ὁ κ. ΚΩΝΣΤΑΝΤΙΝΟΣ ΚΑΜΑΣ, ἀξιωματικὸς ἐκ Θεσσαλονίκης καὶ ἡ δεσποινὶς ΜΑΡΙΑΝΘΗ ΧΡΥΣΟΧΟΟΥ. Ὁ ΝΙΚΟΛΑΟΣ ΚΟΙΤΑΝΙΔΗΣ καὶ ἡ δεσποινὶς ΚΑΤΙΝΑ ΘΥΜΟΓΛΟΥ. Ὁ ΑΛΕΞΑΝΔΡΟΣ ΠΑΥΛΙΤΣΕΒΙΤΣ καὶ ἡ δ. ΕΛΕΝΗ ΖΑΧΑΡΙΟΥ. Ὁ ΘΩΜΑΣ ΜΠΑΛΤΗΣ καὶ ἡ ΙΩΑΝΝΑ ΚΑΛΑΝΤΖΗ. Πρεμιέρα σήμερον εις τό «Μετροπόλ» Σήμερον τὸν ἐσπέρων ἐβδομάδα εἰς τὸ κινηματοθέατρον «Μετροπὸλ» ἡ προβολὴ τῆς μεγάλης ἀνακτορικῆς ταινίας μὲ ἐξαίρετους πρωταγωνιστὰς. Ἡ ταινία παρουσιάζει καταπληκτικὰς σκηνὰς ἀπὸ τὴν ζωὴν τῶν εὐρωπαϊκῶν αὐλῶν καὶ συνοδεύεται ἀπὸ ἔγχρωμον ἐπίκαιρον. Προβολαὶ 5, 7, 9 καὶ 11. Ἡ ΑΜΕΡΙΚΑΝΙΚΗ συνεργασία τῆς Βρετανίας καὶ τῆς Γαλλίας εἰς τὸν ἀγῶνα ἐναντίον τῆς ἐρημοποιήσεως τῶν χωρῶν τῆς Ἀφρικῆς. Ἡ ἐπιτροπὴ τοῦ ΟΗΕ συνεδριάζει. ΕΚΚΛΗΣΙΑ ΠΑΝΗΓΥΡΙΣ ΙΕΡΟΥ ΝΑΟΥ ΚΟΙΜΗΣΕΩΣ ΤΗΣ ΘΕΟΤΟΚΟΥ ΝΕΑΣ ΚΑΛΑΜΑΡΙΑΣ. Τὴν Πέμπτην καὶ ὥραν 7.30 μ.μ. θὰ τελεσθῇ ἑσπερινὸς καὶ τὴν Παρασκευὴν θεία λειτουργία. ΠΑΝΗΓΥΡΙΣ ΙΕΡΟΥ ΚΟΙΜΗΣΕΩΣ ΤΗΣ ΘΕΟΤΟΚΟΥ ΔΡΑΙΟΚΑΣΤΡΟΥ. Θὰ τελεσθῇ θεία λειτουργία ἱερουργοῦντος τοῦ Σεβασμιωτάτου. ΜΝΗΜΟΣΥΝΑ Τὴν Κυριακὴν καὶ εἰς τὸν ἱερὸν ναὸν τοῦ Ἁγίου Δημητρίου θὰ τελεσθῇ τὸ ἐτήσιον μνημόσυνον τῆς ἀειμνήστου ΘΕΟΔΩΡΑΣ ΒΑΣΙΛΗ. ΠΕΝΘΗ Τὸ πρωὶ ἀπεβίωσε ὁ ἀγαπημένος μας σύζυγος, πατέρας καὶ ἀδελφὸς ΑΛΕΞΑΝΔΡΟΣ ΓΙΑΝΝΟΠΟΥΛΟΣ ἐτῶν 51. Ἡ κηδεία του θὰ γίνῃ σήμερον. ΚΗΔΕΙΑΙ Τὸ λατρευτὸ μας ἀγγελούδι ΤΑΡΣΙΑΝ ΑΝΑΣΤ. ΤΣΑΛΑΜΠΟΥΝΗ ἐκοιμήθη. Ἡ κηδεία θὰ γίνῃ σήμερον εἰς τὸ κοιμητήριον τῆς Εὐαγγελιστρίας. Οἱ γονεῖς, ἀδελφοὶ καὶ λοιποὶ συγγενεῖς. Τὸν ἀγαπημένον μας σύζυγον, πατέρα καὶ ἀδελφὸν ΡΩΜΑΝ Δ. ΣΚΟΤΣΙΟΝ θὰ κηδεύσωμεν σήμερον εἰς τὸ νεκροταφεῖον τῆς Κρανιῶνας.: [8, 10, 236, 2314]
- donation-row: [1345, 1073, 1559, 1083]
- donor-name: Α. Τ. Γ.: [1345, 1051, 1378, 1062]
- main-sub-5: ΤΟ ΔΕΥΤΕΡΟΝ ΕΓΚΛΗΜΑ: [304, 904, 453, 918]
- col6-item-12: ΠΟΛΩΝΟΣ ΥΠΟΥΡΓΟΣ ΕΙΣ ΤΟΝ Ο.Η.Ε.: [1352, 714, 1552, 741]
- donation-amount: 100: [1542, 954, 1559, 964]
- donation-amount: 50: [1547, 1008, 1559, 1018]
- masthead-emblem-icon: [1005, 12, 1048, 55]
- donation-row: [1345, 1062, 1559, 1073]
- makedonia-head3: ΜΕ ΤΗΝ ΡΙΨΙΝ ΔΥΟ ΕΙΚΟΝΙΚΩΝ ΑΤΟΜΙΚΩΝ ΒΟΜΒΩΝ ΕΛΗΞΕ ΤΗΝ ΚΥΡΙΑΚΗΝ Η ΑΣΚΗΣΙΣ «ΜΙΛΤΙΑΔΗΣ»: [1040, 1084, 1294, 1203]
- col6-item-8: Ο ΠΡΩΘΥΠΟΥΡΓΟΣ ΤΗΣ ΚΑΜΠΟΤΖΙΑΣ ΕΙΣ ΤΟ ΠΕΚΙΝΟΝ: [1352, 447, 1552, 474]
- makedonia-deck3b: ἡ συνεργασία ὅλων τῶν ὅπλων: [1065, 1222, 1269, 1238]
- main-deck: Ἀνάκρισις καὶ ἔρευναι μέσα εἰς ἕνα λαβύρινθον πληροφοριῶν καὶ ὑποθέσεων.— Νέαι συλλήψεις ὑπόπτων ἔγιναν χθές.— Ἀλλ' ὅλοι ἀπελύθησαν.— Αἱ ὑπόνοιαι κατὰ τὸ ἀνεψιοῦ Καρυώτου.— Ποῖος ἔδωσε τὰς πληροφορίας εἰς τοὺς ἐγκληματίας;— Ποῖος ἦτο ὁ παραγγελιοδότης τοῦ ἐγκλήματος ἀπὸ τὸν σκύλον τῆς Κουροπούλου;— Ἡ καταπληκτικὴ ψυχραιμία τῶν ἐγκληματιῶν.— Κινοῦνται μὲ μεθοδικότητα.— Πῶς ἀποκλείουν τὴν δημιουργίαν ὑπονοιῶν δι' αὐτούς.— Ἕνας μόνον θὰ ἠδύνατο ἴσως νὰ διαφωτίσῃ τὴν ὑπόθεσιν.— Ὁ ἄγνωστος ποὺ ἐπιλέφων ποὺ εἰς τὸ ΚΒ' τμῆμα.: [256, 186, 777, 391]
- column-makedonia: ΜΑΚΕΔΟΝΙΑ ΔΩΔΕΚΑ ΤΡΑΥΜΑΤΙΑΙ ΕΚ ΣΥΜΠΛΟΚΗΣ ΔΥΟ ΑΝΤΙΜΑΧΟΜΕΝΩΝ ΟΙΚΟΓΕΝΕΙΩΝ ΕΙΣ ΤΟ ΧΩΡΙΟΝ ΧΡΑΝΗ ΤΗΣ ΚΑΤΕΡΙΝΗΣ Αἰτία: παλαιὰ ἀμοιβαία ἔχθρα.— Ἀφορμή: ὁ ὄκονφων τῶν νεαρωτέρων μελῶν των.— Δύο συνελήφθησαν καὶ παρεπέμφθησαν.— Τρεῖς διέφυγον τὴν σύλληψιν. ΑΝΩ ΣΕΙΡΑ: Στέφανος Γελαστόπουλος, Σοφία Γεωργιάδου καὶ Ἰωάννης Γελαστόπουλος.— ΜΕΣΑΙΑ ΣΕΙΡΑ: Ἐλλὴ καὶ Ἐλένη Γελαστοπούλου.— ΚΑΤΩ ΣΕΙΡΑ: Ἀθανάσιος, Γεώργιος καὶ Κωνσταντῖνος Γελαστόπουλος. ΚΑΤΕΡΙΝΗ, 11.— Αἱ αἰματηραὶ συμπλοκαὶ μεταξὺ δύο οἰκογενειῶν τοῦ χωρίου Χράνη ἐδημιούργησαν ἀναστάτωσιν εἰς τὴν περιοχήν. Δώδεκα πρόσωπα ἐτραυματίσθησαν. ΟΙ ΤΡΑΥΜΑΤΙΣΘΕΝΤΕΣ Ἀπαντες οἱ τραυματίαι μετεφέρθησαν εἰς τὸ νοσοκομεῖον Κατερίνης, ὅπου τοὺς παρεσχέθησαν αἱ πρῶται βοήθειαι. Ἡ ἔχθρα μεταξὺ τῶν δύο οἰκογενειῶν χρονολογεῖται ἀπὸ πολλῶν ἐτῶν. Ἀφορμὴ ὑπῆρξεν ὁ ἔρως τῶν νεαρωτέρων μελῶν των. ΣΥΝΕΛΗΦΘΗΣΑΝ ΔΥΟ Ἡ χωροφυλακὴ συνέλαβε δύο ἐκ τῶν πρωταιτίων. Τρεῖς ἄλλοι διέφυγον. ΧΘΕΣ, ΔΥΟ ΑΝΤΙΑΕΡΟΠΟΡΙΚΟΙ ΣΥΝΑΓΕΡΜΟΙ ΕΙΣ ΤΑΣ ΝΗΣΟΥΣ ΜΑΤΣΟΥ ΤΩΝ ΕΘΝΙΚΙΣΤΩΝ ΤΑΪΠΕΧ, 11.— Δύο ἀντιαεροπορικοὶ συναγερμοὶ ἐσήμαναν χθὲς εἰς τὰς νήσους Μάτσου. ΤΟ ΟΥΡΟΒΟΛΙΚΟΝ Εἰς τὰ ὑψώματα Δοϊράνης ΜΕ ΤΗΝ ΡΙΨΙΝ ΔΥΟ ΕΙΚΟΝΙΚΩΝ ΑΤΟΜΙΚΩΝ ΒΟΜΒΩΝ ΕΛΗΞΕ ΤΗΝ ΚΥΡΙΑΚΗΝ Η ΑΣΚΗΣΙΣ «ΜΙΛΤΙΑΔΗΣ» Ἀπόλυτος ὑπῆρξε κατ' αὐτὴν ἡ συνεργασία ὅλων τῶν ὅπλων Ἡ κατοπινὴ ῥρίψη τῆς ἐκ ἀπὸ τὰ ὑψώματα κατὰ τοῦ «ἐχθροῦ», τὸ ὁποῖον κατέληξε εἰς ἄρτιον, ὅλην τὴν ἐξέλιξιν τοῦ κύκλου τῶν ἐξεταζομένων. Μὲ τὴν ῥῖψιν δύο εἰκονικῶν ἀτομικῶν βομβῶν ἔληξεν τὴν Κυριακὴν ἡ ἄσκησις «Μιλτιάδης» εἰς τὰ ὑψώματα τῆς Δοϊράνης. Τὴν ἄσκησιν παρηκολούθησαν ἀνώτατοι ἀξιωματικοί. ΚΑΙ ΟΙ ΕΦΕΔΡΟΙ ΚΙΛΚΙΣ, 11.— Κατόπιν προσκλήσεως ἔλαβον μέρος εἰς τὴν ἄσκησιν καὶ ἔφεδροι ἀξιωματικοί, οἱ ὁποῖοι ἐξεδήλωσαν ἄριστον πνεῦμα.: [1005, 12, 1329, 1500]
- donation-row: [1345, 1040, 1559, 1051]
- donation-row: [1345, 1083, 1559, 1094]
- section-koinonika: ΚΟΙΝΩΝΙΚΑ: [8, 141, 144, 168]
- col6-item-2: 11 ΕΠΙΒΑΤΑΙ: [1414, 58, 1490, 72]
- exercise-photo: [1005, 1241, 1329, 1388]
- makedonia-deck3a: Ἀπόλυτος ὑπῆρξε κατ' αὐτὴν: [1073, 1205, 1261, 1221]
- donation-amount: 50: [1547, 1018, 1559, 1029]
